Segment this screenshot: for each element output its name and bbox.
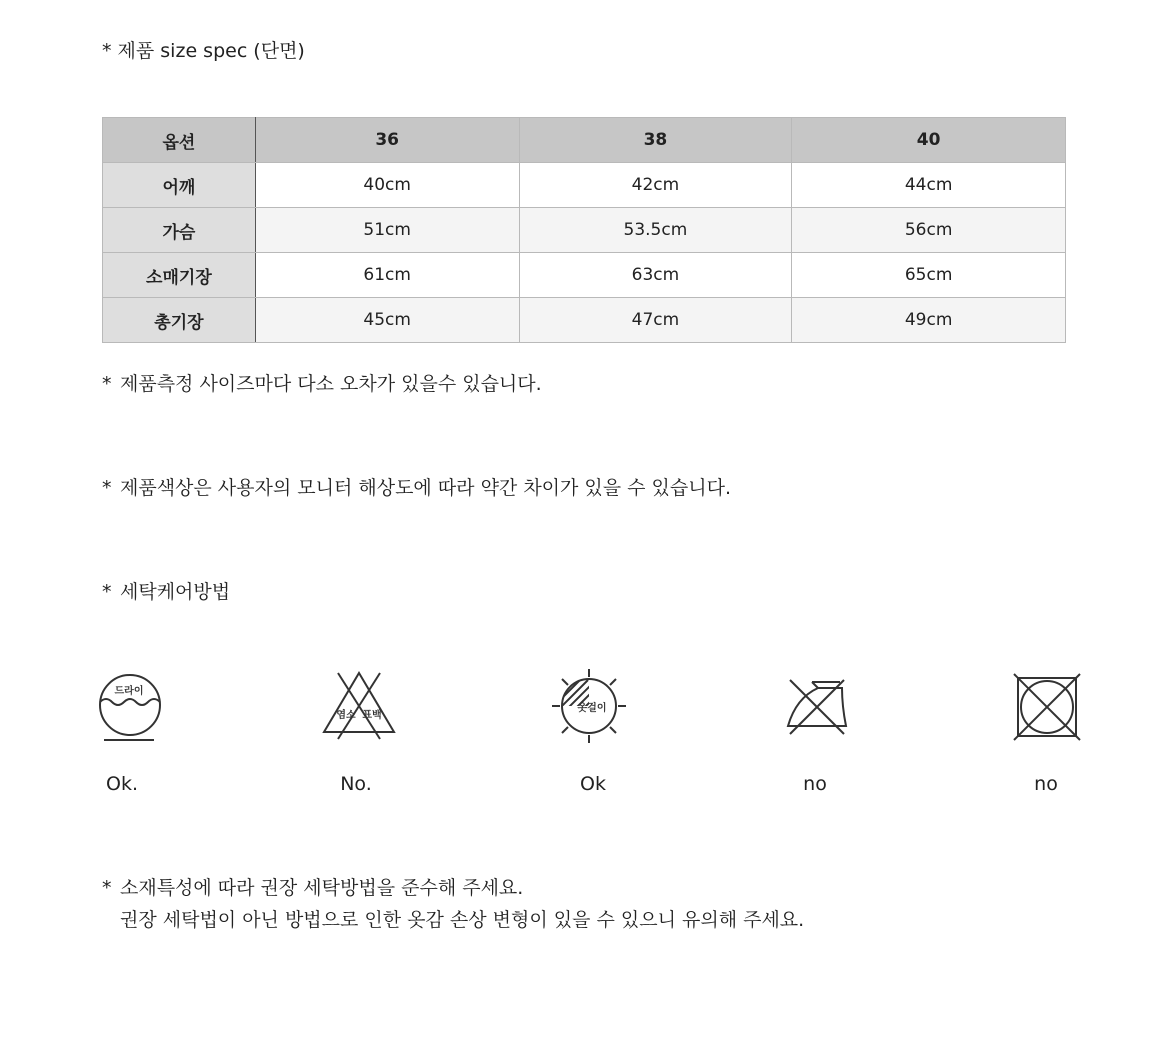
row-label: 소매기장	[103, 253, 256, 298]
table-cell: 49cm	[792, 298, 1066, 343]
care-heading	[102, 576, 230, 608]
care-label-hang-dry: Ok	[580, 773, 606, 795]
care-label-no-bleach: No.	[340, 773, 372, 795]
no-bleach-icon-text-right: 표백	[362, 710, 382, 721]
no-iron-icon	[784, 676, 850, 736]
table-cell: 65cm	[792, 253, 1066, 298]
color-note	[102, 472, 731, 504]
no-bleach-icon-text-left: 염소	[336, 710, 356, 721]
material-note-line2: 권장 세탁법이 아닌 방법으로 인한 옷감 손상 변형이 있을 수 있으니 유의해 주세요.	[120, 909, 805, 931]
material-note	[102, 872, 804, 936]
table-cell: 44cm	[792, 163, 1066, 208]
care-label-no-tumble-dry: no	[1034, 773, 1058, 795]
dry-clean-icon-text: 드라이	[114, 686, 144, 697]
header-size-38: 38	[519, 118, 792, 163]
table-header-row	[103, 118, 1066, 163]
material-note-line1: 소재특성에 따라 권장 세탁방법을 준수해 주세요.	[120, 877, 524, 899]
no-bleach-icon	[320, 669, 398, 743]
table-cell: 63cm	[519, 253, 792, 298]
asterisk: *	[102, 581, 112, 603]
care-label-no-iron: no	[803, 773, 827, 795]
hang-dry-icon-text: 옷걸이	[577, 703, 607, 714]
care-label-dry-clean: Ok.	[106, 773, 138, 795]
header-option: 옵션	[103, 118, 256, 163]
table-row	[103, 253, 1066, 298]
measure-note	[102, 368, 542, 400]
hang-dry-icon	[550, 668, 628, 744]
measure-note-text: 제품측정 사이즈마다 다소 오차가 있을수 있습니다.	[120, 373, 542, 395]
table-cell: 53.5cm	[519, 208, 792, 253]
table-cell: 42cm	[519, 163, 792, 208]
row-label: 어깨	[103, 163, 256, 208]
no-tumble-dry-icon	[1012, 672, 1082, 742]
table-cell: 51cm	[255, 208, 519, 253]
row-label: 가슴	[103, 208, 256, 253]
table-row	[103, 208, 1066, 253]
row-label: 총기장	[103, 298, 256, 343]
page-title: * 제품 size spec (단면)	[102, 40, 305, 62]
table-cell: 61cm	[255, 253, 519, 298]
table-cell: 40cm	[255, 163, 519, 208]
asterisk: *	[102, 373, 112, 395]
size-spec-table	[102, 117, 1066, 343]
table-cell: 47cm	[519, 298, 792, 343]
color-note-text: 제품색상은 사용자의 모니터 해상도에 따라 약간 차이가 있을 수 있습니다.	[120, 477, 732, 499]
header-size-40: 40	[792, 118, 1066, 163]
dry-clean-icon	[96, 671, 164, 743]
table-cell: 45cm	[255, 298, 519, 343]
asterisk: *	[102, 877, 112, 899]
table-row	[103, 163, 1066, 208]
table-cell: 56cm	[792, 208, 1066, 253]
header-size-36: 36	[255, 118, 519, 163]
table-row	[103, 298, 1066, 343]
asterisk: *	[102, 477, 112, 499]
care-heading-text: 세탁케어방법	[120, 581, 231, 603]
